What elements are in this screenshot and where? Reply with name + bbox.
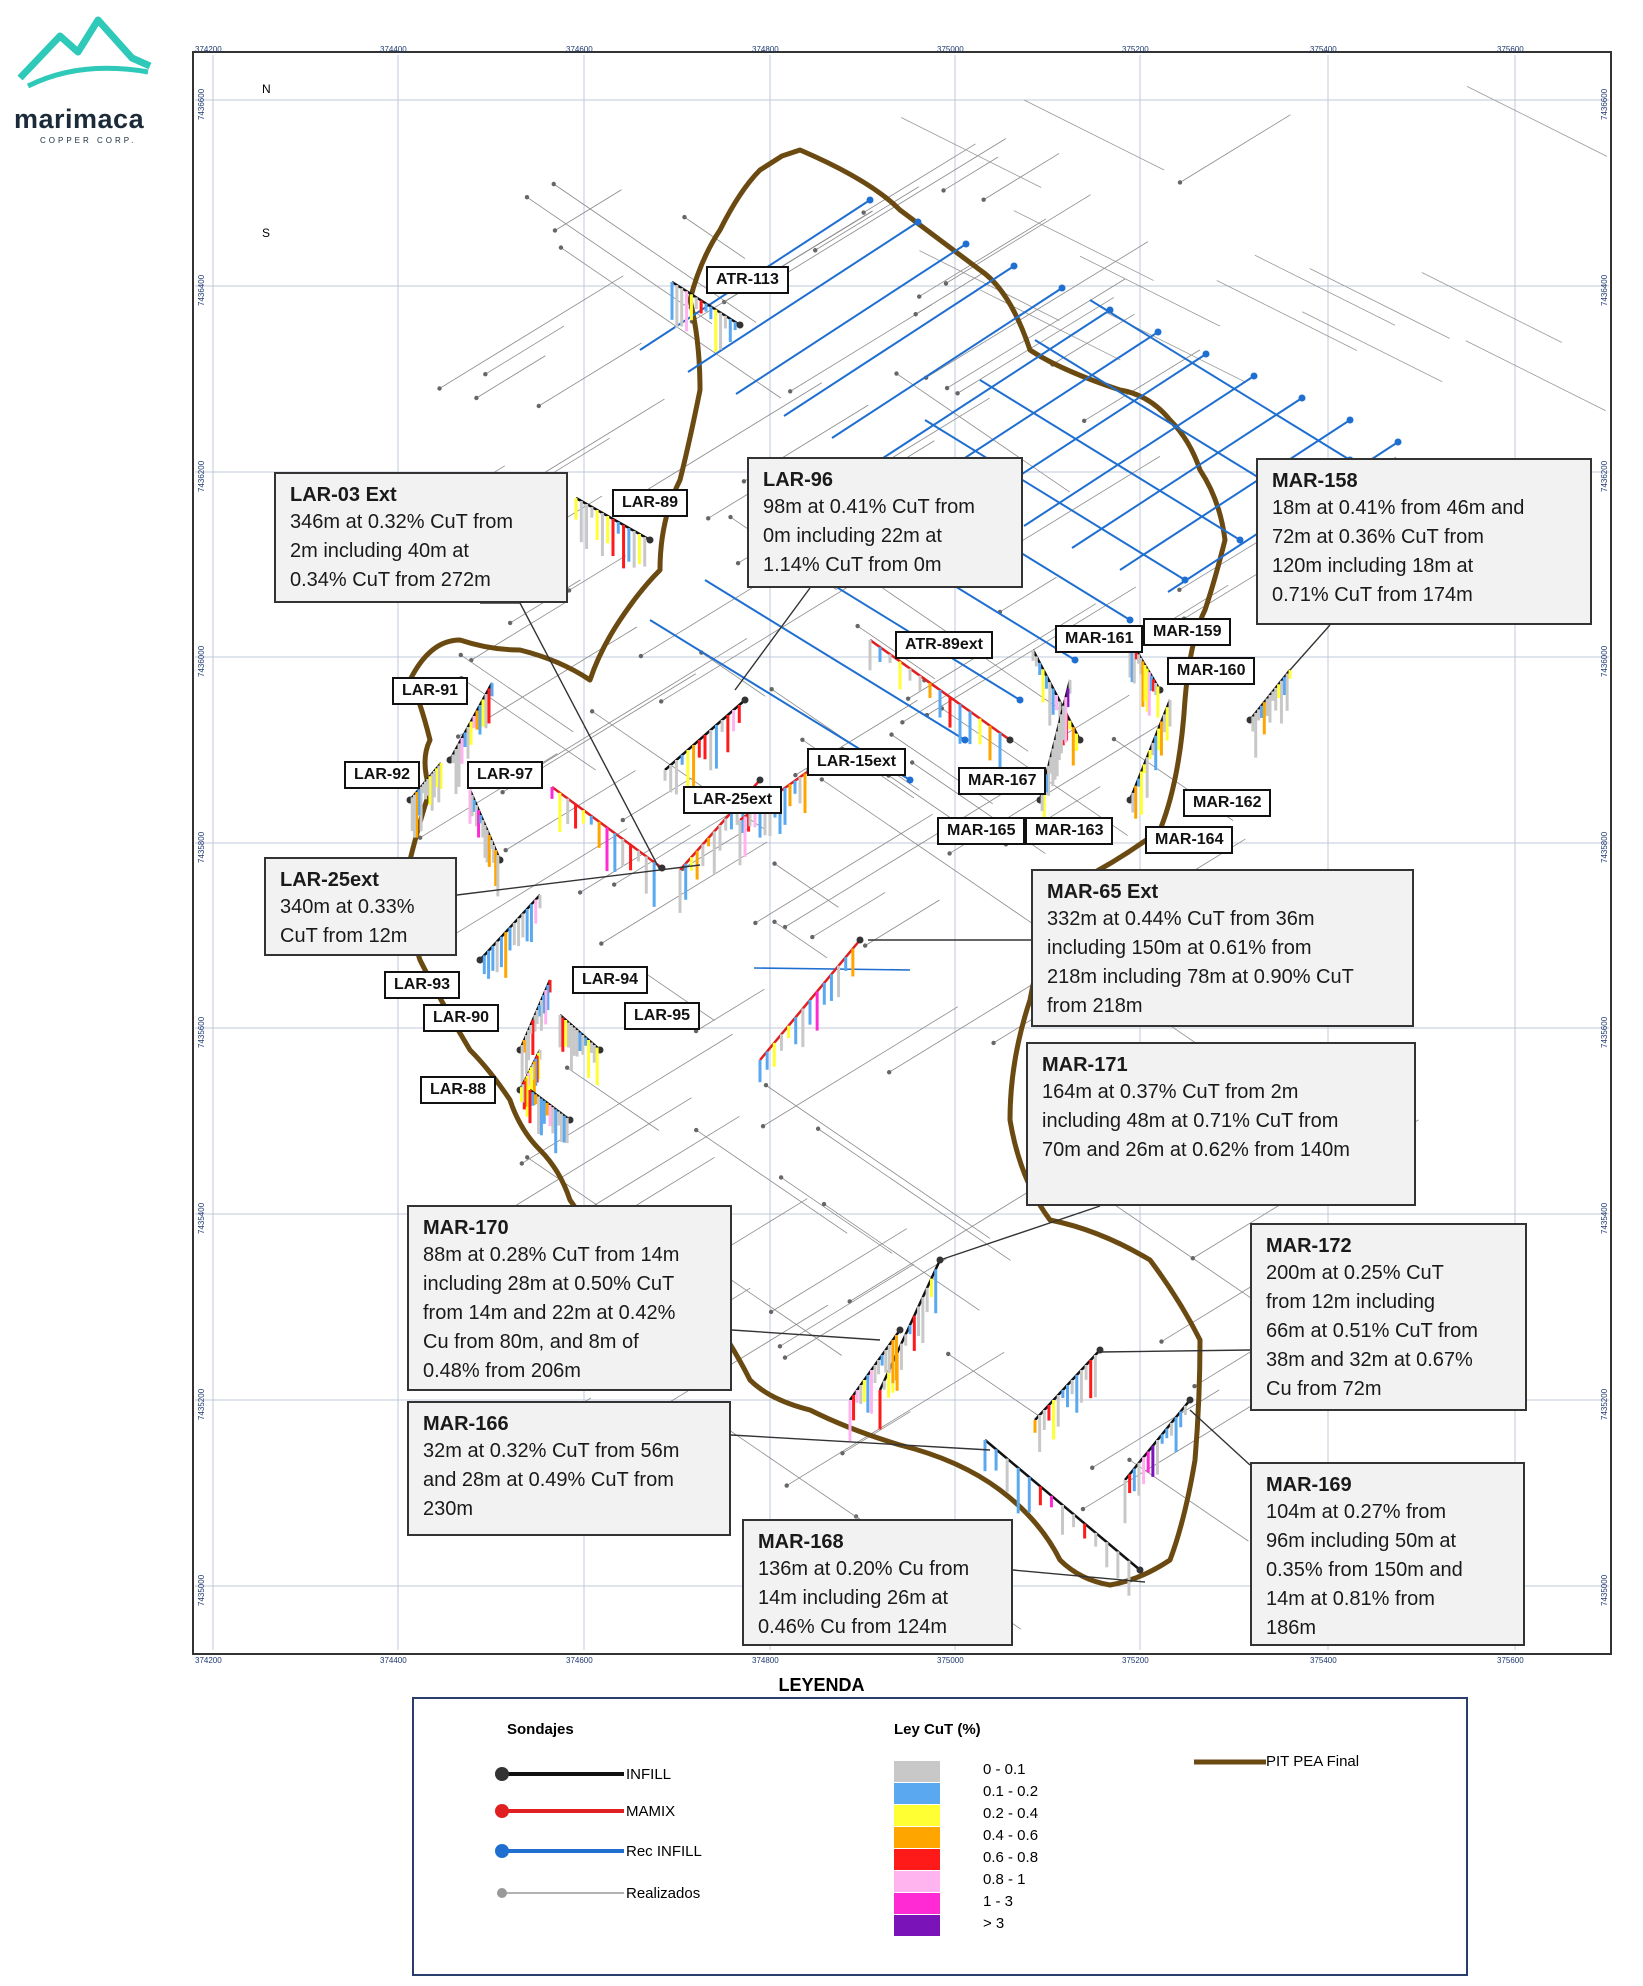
drill-collar (863, 943, 867, 947)
hole-label: MAR-159 (1143, 618, 1231, 646)
drill-collar (728, 515, 732, 519)
ley-swatch (894, 1805, 940, 1826)
hole-label: ATR-113 (706, 266, 789, 294)
callout-text: 136m at 0.20% Cu from 14m including 26m at 0.46% Cu from 124m (758, 1558, 970, 1638)
ley-label: 0.1 - 0.2 (983, 1783, 1039, 1800)
legend-sondajes-title: Sondajes (507, 1721, 574, 1738)
grid-label-y: 7436200 (197, 460, 206, 492)
drill-collar (769, 1310, 773, 1314)
drill-collar (1159, 1339, 1163, 1343)
ley-swatch (894, 1783, 940, 1804)
drill-collar (947, 851, 951, 855)
drill-collar (520, 1161, 524, 1165)
callout-title: MAR-171 (1042, 1054, 1128, 1076)
callout-text: 340m at 0.33% CuT from 12m (280, 896, 415, 947)
grid-label-y: 7436400 (197, 274, 206, 306)
ley-label: 0.8 - 1 (983, 1871, 1026, 1888)
drill-collar (437, 386, 441, 390)
drill-collar (737, 322, 744, 329)
legend-mamix-label: MAMIX (626, 1803, 676, 1820)
drill-collar (456, 734, 460, 738)
rec-infill-collar (915, 219, 922, 226)
rec-infill-collar (1251, 373, 1258, 380)
drill-collar (500, 790, 504, 794)
hole-label: LAR-91 (392, 677, 468, 705)
drill-collar (736, 561, 740, 565)
grid-label-y: 7436200 (1600, 460, 1609, 492)
hole-label: MAR-162 (1183, 789, 1271, 817)
drill-collar (503, 848, 507, 852)
callout-text: 88m at 0.28% CuT from 14m including 28m at 0.50% CuT from 14m and 22m at 0.42% Cu from 80m, and 8m of 0.48% from 206m (423, 1244, 680, 1382)
drill-collar (612, 882, 616, 886)
grid-label-y: 7435000 (1600, 1574, 1609, 1606)
grid-label-y: 7435800 (1600, 831, 1609, 863)
callout-mar-169 (1250, 1462, 1525, 1646)
drill-collar (793, 773, 797, 777)
grid-label-y: 7435600 (1600, 1016, 1609, 1048)
drill-collar (682, 215, 686, 219)
drill-collar (474, 396, 478, 400)
grid-label-x: 375400 (1310, 1656, 1337, 1665)
drill-collar (813, 248, 817, 252)
ley-label: 0 - 0.1 (983, 1761, 1026, 1778)
drill-collar (840, 1451, 844, 1455)
drill-collar (1192, 1384, 1196, 1388)
legend-realizados-label: Realizados (626, 1885, 701, 1902)
grid-label-x: 375600 (1497, 1656, 1524, 1665)
grid-label-x: 375000 (937, 45, 964, 54)
callout-title: MAR-168 (758, 1531, 844, 1553)
callout-lar-96 (747, 457, 1023, 588)
rec-infill-collar (1299, 395, 1306, 402)
hole-label: LAR-25ext (683, 786, 782, 814)
callout-mar-171 (1026, 1042, 1416, 1206)
drill-collar (757, 777, 764, 784)
callout-title: MAR-166 (423, 1413, 509, 1435)
drill-collar (810, 935, 814, 939)
drill-collar (659, 699, 663, 703)
drill-collar (753, 921, 757, 925)
grid-label-x: 375400 (1310, 45, 1337, 54)
grid-label-x: 374600 (566, 45, 593, 54)
legend-pit-line (1194, 1755, 1266, 1769)
callout-text: 18m at 0.41% from 46m and 72m at 0.36% CuT from 120m including 18m at 0.71% CuT from 174m (1272, 497, 1525, 606)
grid-label-x: 374400 (380, 1656, 407, 1665)
drill-collar (1082, 419, 1086, 423)
drill-collar (483, 372, 487, 376)
hole-label: MAR-163 (1025, 817, 1113, 845)
drill-collar (778, 1344, 782, 1348)
drill-collar (941, 188, 945, 192)
grid-label-x: 374800 (752, 45, 779, 54)
callout-mar-170 (407, 1205, 732, 1391)
drill-collar (621, 818, 625, 822)
drill-collar (822, 1202, 826, 1206)
drill-collar (788, 389, 792, 393)
grid-label-x: 375200 (1122, 1656, 1149, 1665)
drill-collar (565, 1066, 569, 1070)
rec-infill-collar (962, 737, 969, 744)
drill-collar (599, 941, 603, 945)
drill-collar (900, 720, 904, 724)
drill-collar (1191, 1256, 1195, 1260)
rec-infill-collar (1347, 417, 1354, 424)
drill-collar (887, 1070, 891, 1074)
drill-collar (779, 1175, 783, 1179)
drill-collar (955, 391, 959, 395)
rec-infill-collar (1395, 439, 1402, 446)
legend-mamix-dot (495, 1804, 509, 1818)
grid-label-y: 7436600 (1600, 88, 1609, 120)
drill-collar (578, 890, 582, 894)
drill-collar (769, 687, 773, 691)
drill-collar (820, 777, 824, 781)
drill-collar (1007, 737, 1014, 744)
drill-collar (857, 937, 864, 944)
drill-collar (553, 228, 557, 232)
ley-swatch (894, 1915, 940, 1936)
drill-collar (910, 760, 914, 764)
callout-title: MAR-169 (1266, 1474, 1352, 1496)
ley-label: 0.4 - 0.6 (983, 1827, 1039, 1844)
rec-infill-collar (1072, 657, 1079, 664)
callout-mar-166 (407, 1401, 731, 1536)
drill-collar (800, 738, 804, 742)
legend-realizados-dot (497, 1888, 507, 1898)
drill-collar (706, 516, 710, 520)
grid-label-y: 7435200 (197, 1388, 206, 1420)
rec-infill-collar (1017, 697, 1024, 704)
callout-title: LAR-25ext (280, 869, 379, 891)
hole-label: LAR-15ext (807, 748, 906, 776)
grid-label-x: 374200 (195, 1656, 222, 1665)
rec-infill-collar (963, 241, 970, 248)
callout-title: LAR-03 Ext (290, 484, 397, 506)
callout-text: 98m at 0.41% CuT from 0m including 22m at 1.14% CuT from 0m (763, 496, 975, 576)
drill-collar (694, 1128, 698, 1132)
grid-label-x: 375200 (1122, 45, 1149, 54)
hole-label: LAR-90 (423, 1004, 499, 1032)
grid-label-x: 374200 (195, 45, 222, 54)
south-label: S (262, 226, 271, 240)
ley-swatch (894, 1761, 940, 1782)
drill-collar (855, 624, 859, 628)
hole-label: ATR-89ext (895, 631, 993, 659)
hole-label: LAR-97 (467, 761, 543, 789)
drill-collar (1178, 180, 1182, 184)
callout-lar-25ext (264, 857, 457, 956)
north-label: N (262, 82, 271, 96)
grid-label-y: 7436000 (197, 645, 206, 677)
rec-infill-collar (867, 197, 874, 204)
hole-label: MAR-161 (1055, 625, 1143, 653)
drill-collar (906, 697, 910, 701)
drill-collar (639, 654, 643, 658)
callout-title: MAR-158 (1272, 470, 1358, 492)
grid-label-y: 7435000 (197, 1574, 206, 1606)
drill-collar (1127, 1458, 1131, 1462)
drill-collar (552, 182, 556, 186)
grid-label-y: 7435400 (197, 1202, 206, 1234)
ley-swatch (894, 1893, 940, 1914)
legend-infill-dot (495, 1767, 509, 1781)
rec-infill-collar (1127, 617, 1134, 624)
legend (412, 1697, 1468, 1976)
ley-label: 0.6 - 0.8 (983, 1849, 1039, 1866)
drill-collar (816, 1127, 820, 1131)
ley-swatch (894, 1849, 940, 1870)
callout-title: MAR-65 Ext (1047, 881, 1159, 903)
ley-swatch (894, 1827, 940, 1848)
grid-label-y: 7436600 (197, 88, 206, 120)
callout-text: 32m at 0.32% CuT from 56m and 28m at 0.49% CuT from 230m (423, 1440, 680, 1520)
logo-wordmark: marimaca (14, 104, 145, 134)
drill-collar (459, 653, 463, 657)
grid-label-x: 375000 (937, 1656, 964, 1665)
hole-label: MAR-167 (958, 767, 1046, 795)
drill-collar (1137, 1567, 1144, 1574)
drill-collar (525, 1155, 529, 1159)
hole-label: LAR-88 (420, 1076, 496, 1104)
legend-infill-label: INFILL (626, 1766, 672, 1783)
legend-pit-label: PIT PEA Final (1266, 1753, 1360, 1770)
drill-collar (647, 537, 654, 544)
drill-collar (761, 1124, 765, 1128)
drill-collar (785, 1483, 789, 1487)
drill-collar (537, 404, 541, 408)
callout-text: 332m at 0.44% CuT from 36m including 150m at 0.61% from 218m including 78m at 0.90% CuT from 218m (1047, 908, 1354, 1017)
drill-collar (783, 1355, 787, 1359)
legend-sondajes-swatches (494, 1759, 634, 1929)
drill-collar (590, 709, 594, 713)
drill-collar (772, 861, 776, 865)
drill-collar (1112, 737, 1116, 741)
callout-title: MAR-170 (423, 1217, 509, 1239)
drill-collar (525, 195, 529, 199)
drill-collar (889, 732, 893, 736)
drill-collar (913, 312, 917, 316)
callout-mar-172 (1250, 1223, 1527, 1411)
drill-collar (1090, 1466, 1094, 1470)
rec-infill-collar (1059, 285, 1066, 292)
rec-infill-collar (1107, 307, 1114, 314)
legend-rec-infill-label: Rec INFILL (626, 1843, 702, 1860)
drill-collar (1187, 1397, 1194, 1404)
drill-collar (946, 1352, 950, 1356)
drill-collar (742, 479, 746, 483)
drill-collar (917, 294, 921, 298)
marimaca-logo-icon (20, 20, 150, 86)
callout-title: LAR-96 (763, 469, 834, 491)
drill-collar (894, 371, 898, 375)
callout-mar-168 (742, 1519, 1013, 1646)
rec-infill-collar (1203, 351, 1210, 358)
drill-collar (944, 281, 948, 285)
grid-label-y: 7435800 (197, 831, 206, 863)
grid-label-y: 7436400 (1600, 274, 1609, 306)
hole-label: LAR-93 (384, 971, 460, 999)
hole-label: LAR-94 (572, 966, 648, 994)
drill-collar (764, 1083, 768, 1087)
drill-collar (772, 920, 776, 924)
logo-subtitle: COPPER CORP. (40, 136, 137, 145)
drill-collar (981, 198, 985, 202)
callout-text: 346m at 0.32% CuT from 2m including 40m at 0.34% CuT from 272m (290, 511, 514, 591)
drill-collar (508, 621, 512, 625)
rec-infill-collar (1155, 329, 1162, 336)
hole-label: LAR-95 (624, 1002, 700, 1030)
callout-text: 104m at 0.27% from 96m including 50m at 0.35% from 150m and 14m at 0.81% from 186m (1266, 1501, 1463, 1639)
callout-title: MAR-172 (1266, 1235, 1352, 1257)
drill-collar (991, 1041, 995, 1045)
callout-mar-65-ext (1031, 869, 1414, 1027)
grid-label-y: 7436000 (1600, 645, 1609, 677)
drill-collar (477, 957, 484, 964)
grid-label-x: 374400 (380, 45, 407, 54)
hole-label: MAR-160 (1167, 657, 1255, 685)
ley-label: > 3 (983, 1915, 1005, 1932)
drill-collar (742, 697, 749, 704)
grid-label-y: 7435200 (1600, 1388, 1609, 1420)
grid-label-x: 374800 (752, 1656, 779, 1665)
grid-label-x: 375600 (1497, 45, 1524, 54)
callout-mar-158 (1256, 458, 1592, 625)
grid-label-y: 7435400 (1600, 1202, 1609, 1234)
drill-collar (945, 386, 949, 390)
drill-collar (861, 210, 865, 214)
drill-collar (1177, 588, 1181, 592)
drill-collar (559, 245, 563, 249)
legend-rec-infill-dot (495, 1844, 509, 1858)
drill-collar (1081, 1507, 1085, 1511)
hole-label: MAR-165 (937, 817, 1025, 845)
ley-label: 0.2 - 0.4 (983, 1805, 1039, 1822)
ley-label: 1 - 3 (983, 1893, 1014, 1910)
grid-label-y: 7435600 (197, 1016, 206, 1048)
grid-label-x: 374600 (566, 1656, 593, 1665)
hole-label: LAR-92 (344, 761, 420, 789)
callout-text: 200m at 0.25% CuT from 12m including 66m at 0.51% CuT from 38m and 32m at 0.67% Cu from 72m (1266, 1262, 1478, 1400)
hole-label: LAR-89 (612, 489, 688, 517)
ley-swatch (894, 1871, 940, 1892)
callout-text: 164m at 0.37% CuT from 2m including 48m at 0.71% CuT from 70m and 26m at 0.62% from 140m (1042, 1081, 1350, 1161)
drill-collar (897, 1327, 904, 1334)
callout-lar-03-ext (274, 472, 568, 603)
rec-infill-collar (1011, 263, 1018, 270)
rec-infill-collar (907, 777, 914, 784)
legend-title: LEYENDA (778, 1675, 865, 1695)
hole-label: MAR-164 (1145, 826, 1233, 854)
legend-ley-title: Ley CuT (%) (894, 1721, 981, 1738)
